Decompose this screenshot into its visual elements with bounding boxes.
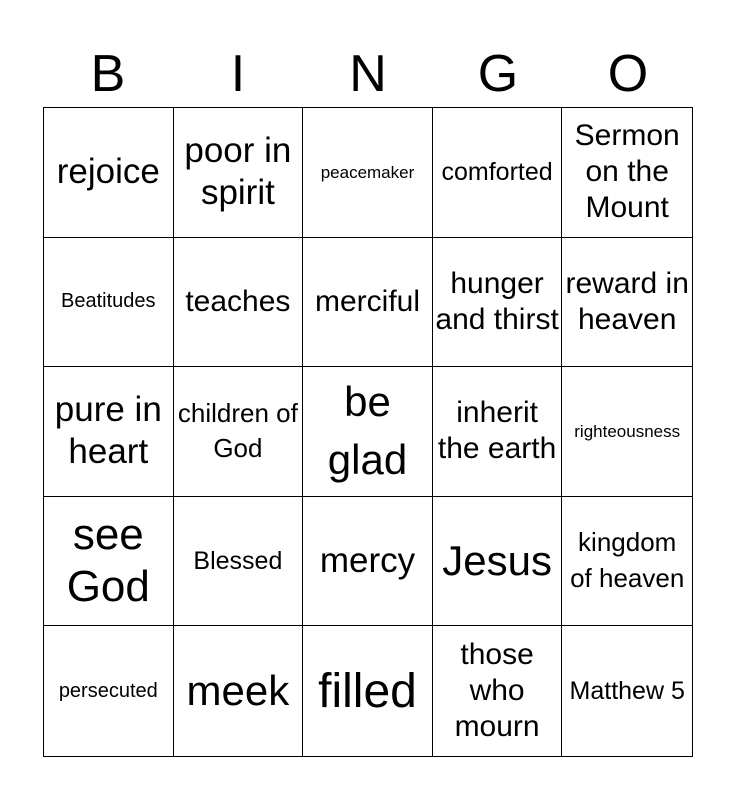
cell-text: mercy	[319, 540, 416, 580]
bingo-cell[interactable]	[562, 367, 692, 497]
bingo-cell[interactable]	[562, 497, 692, 627]
cell-text: Sermon on the Mount	[574, 119, 680, 225]
bingo-cell[interactable]	[44, 497, 174, 627]
cell-text: Jesus	[442, 536, 552, 584]
bingo-cell[interactable]	[174, 626, 304, 756]
bingo-cell[interactable]	[433, 238, 563, 368]
cell-text: Matthew 5	[569, 677, 685, 706]
cell-text: kingdom of heaven	[570, 527, 685, 594]
cell-text: inherit the earth	[437, 396, 557, 466]
bingo-cell[interactable]	[303, 497, 433, 627]
bingo-cell[interactable]	[174, 238, 304, 368]
bingo-cell[interactable]	[303, 367, 433, 497]
bingo-cell[interactable]	[562, 238, 692, 368]
bingo-cell[interactable]	[44, 626, 174, 756]
cell-text: comforted	[441, 158, 553, 187]
header-letter-g: G	[477, 45, 519, 103]
cell-text: see God	[66, 510, 150, 612]
cell-text: Blessed	[193, 547, 283, 576]
bingo-cell[interactable]	[562, 108, 692, 238]
cell-text: filled	[318, 664, 417, 718]
header-letter-o: O	[607, 45, 649, 103]
bingo-cell[interactable]	[44, 367, 174, 497]
bingo-cell[interactable]	[433, 626, 563, 756]
header-letter-n: N	[349, 45, 387, 103]
bingo-cell[interactable]	[44, 238, 174, 368]
cell-text: teaches	[185, 284, 291, 318]
bingo-cell[interactable]	[433, 367, 563, 497]
bingo-cell[interactable]	[562, 626, 692, 756]
bingo-cell[interactable]	[303, 108, 433, 238]
cell-text: peacemaker	[320, 162, 415, 182]
cell-text: pure in heart	[54, 389, 162, 472]
bingo-cell[interactable]	[433, 497, 563, 627]
bingo-header	[43, 40, 693, 108]
bingo-cell[interactable]	[303, 238, 433, 368]
bingo-cell[interactable]	[174, 108, 304, 238]
header-letter-i: I	[230, 45, 246, 103]
header-letter-b: B	[90, 45, 126, 103]
cell-text: poor in spirit	[184, 130, 292, 213]
bingo-cell[interactable]	[44, 108, 174, 238]
bingo-cell[interactable]	[174, 497, 304, 627]
bingo-cell[interactable]	[433, 108, 563, 238]
cell-text: reward in heaven	[565, 266, 689, 336]
bingo-board	[43, 107, 693, 757]
cell-text: children of God	[177, 397, 298, 464]
cell-text: Beatitudes	[61, 290, 156, 313]
cell-text: those who mourn	[454, 638, 540, 744]
cell-text: merciful	[314, 284, 420, 318]
cell-text: rejoice	[56, 151, 160, 191]
cell-text: righteousness	[574, 421, 681, 441]
cell-text: persecuted	[58, 679, 158, 702]
cell-text: be glad	[327, 377, 408, 484]
bingo-cell[interactable]	[303, 626, 433, 756]
bingo-cell[interactable]	[174, 367, 304, 497]
cell-text: hunger and thirst	[435, 266, 559, 336]
cell-text: meek	[186, 666, 290, 714]
